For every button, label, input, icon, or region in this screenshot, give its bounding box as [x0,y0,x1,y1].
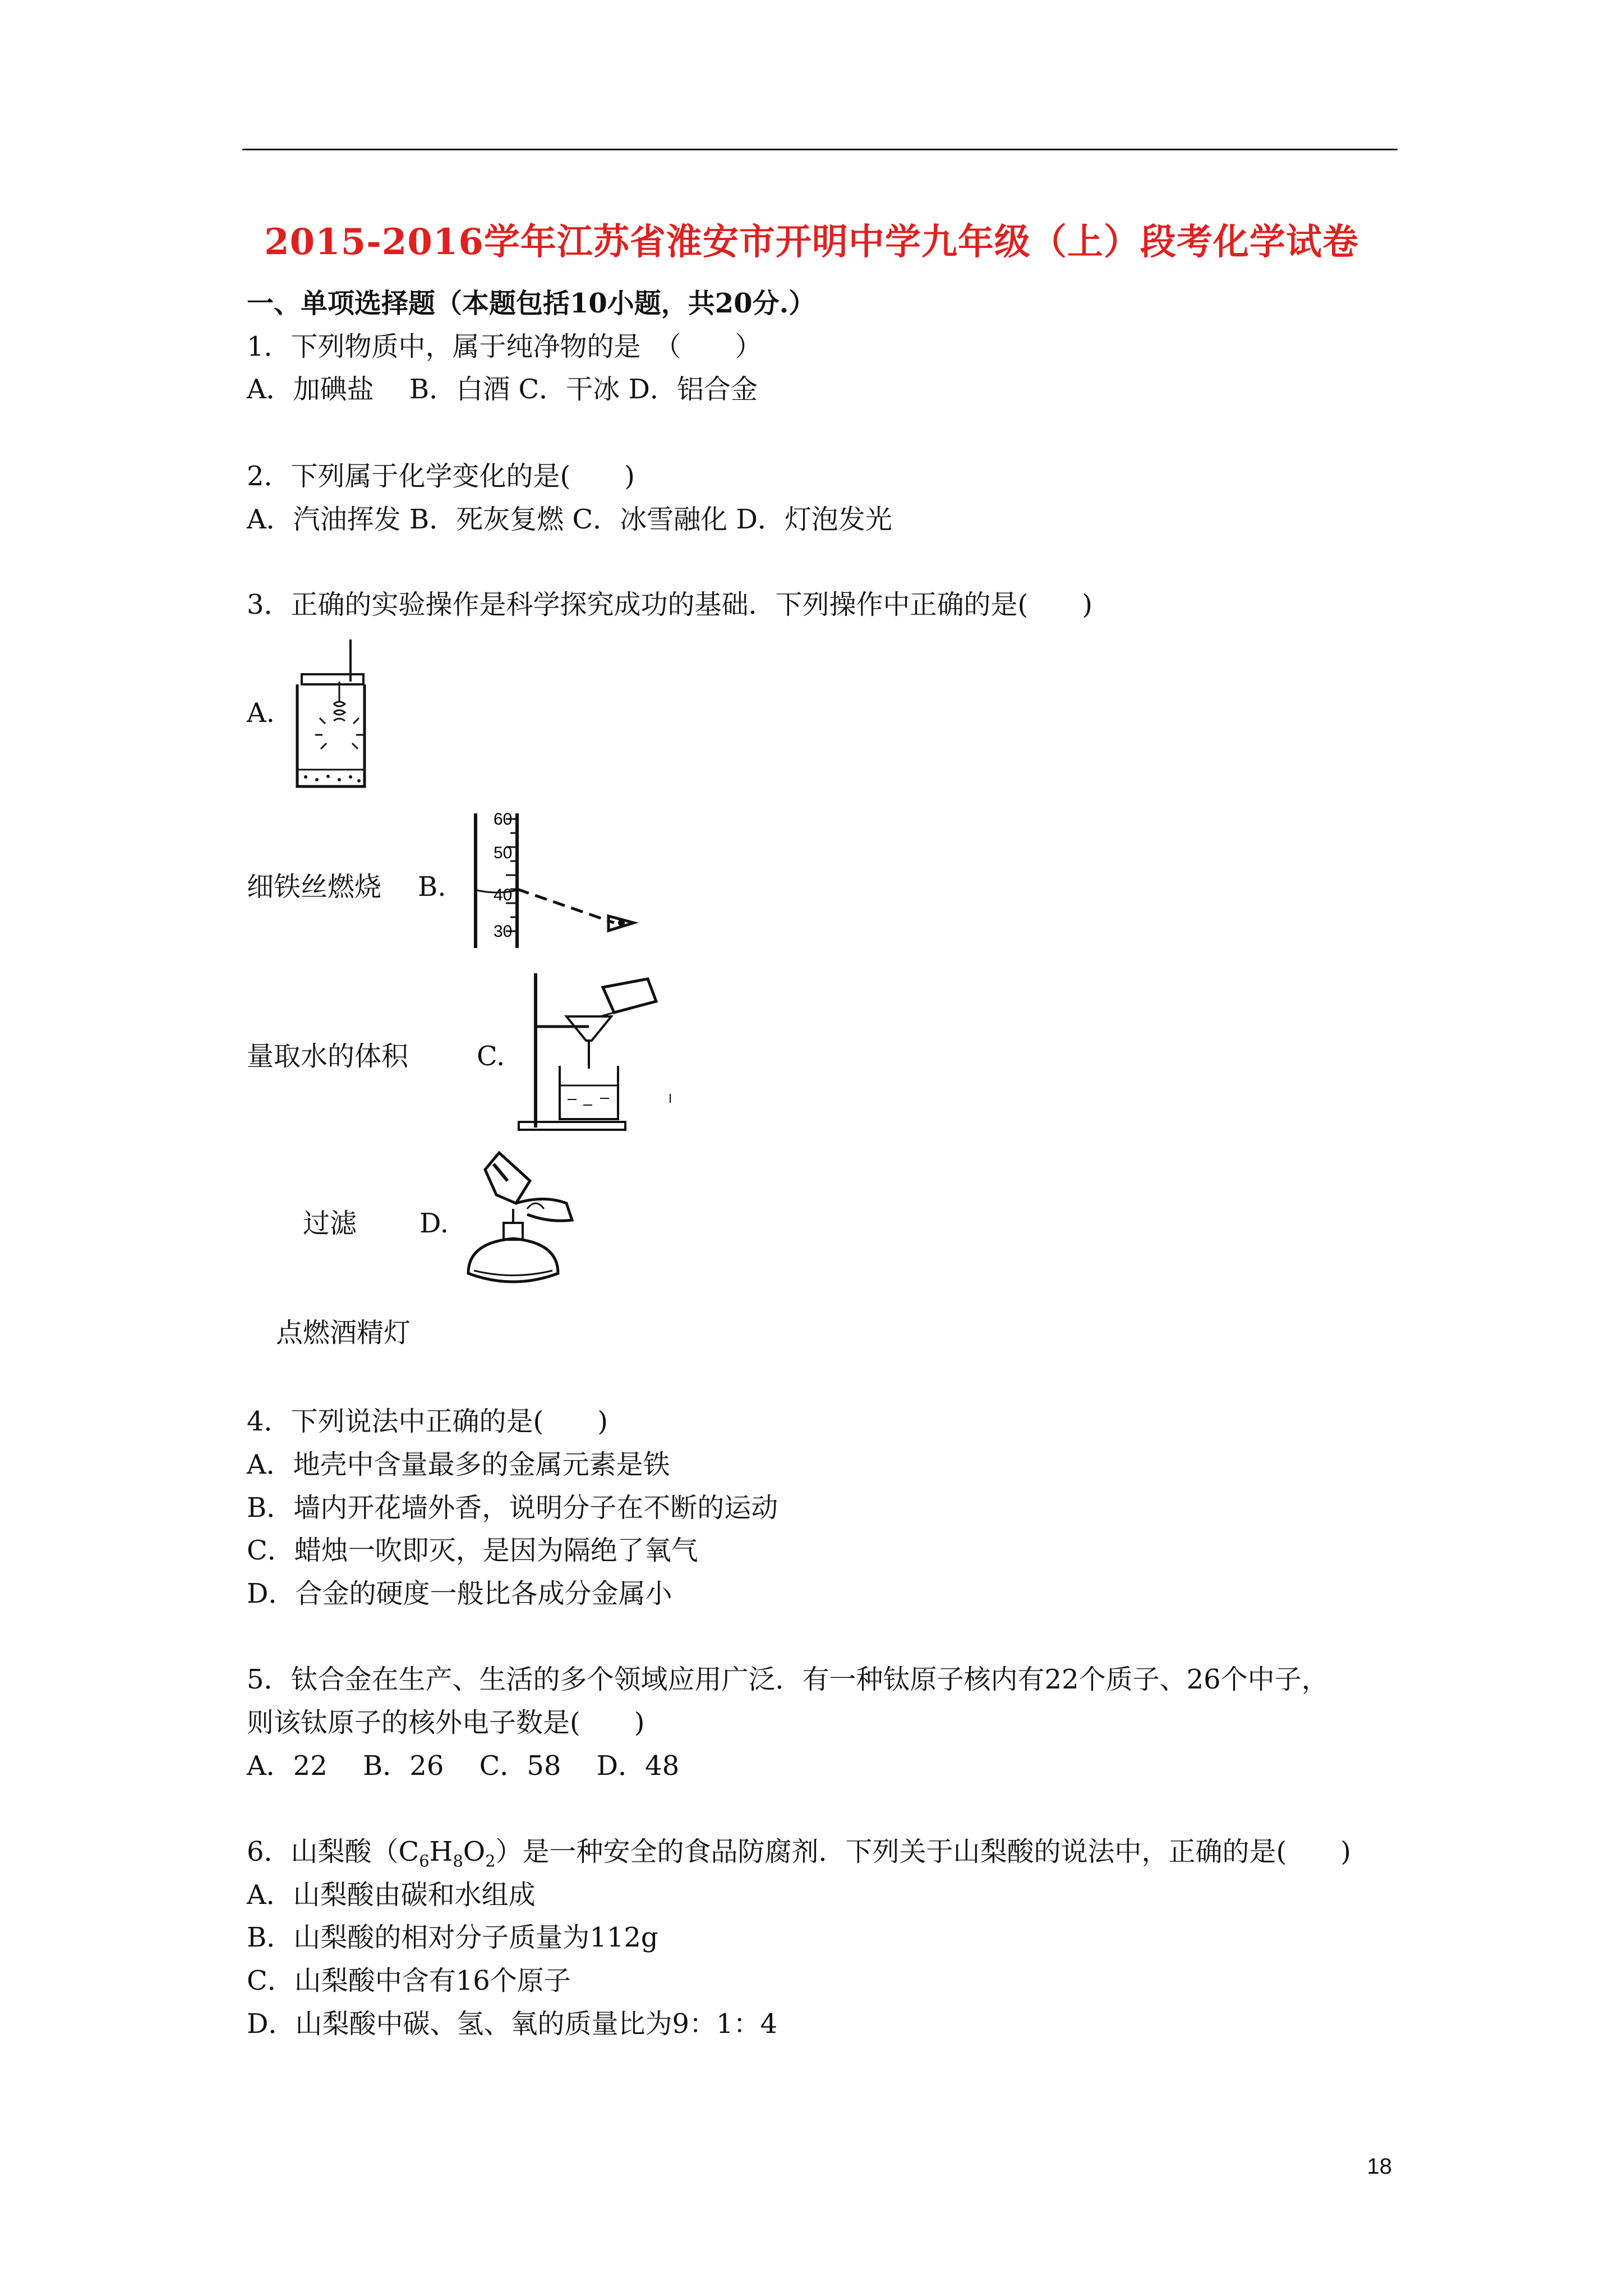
q3-option-a-label: A. [247,697,275,729]
q3-option-c-caption: 过滤 [303,1208,357,1239]
section-heading: 一、单项选择题（本题包括10小题，共20分.） [247,288,816,319]
q3-option-c-label: C. [477,1041,505,1072]
q3-option-a-caption: 细铁丝燃烧 [247,871,382,903]
q6-option-c: C．山梨酸中含有16个原子 [247,1965,571,1996]
q2-options: A．汽油挥发 B．死灰复燃 C．冰雪融化 D．灯泡发光 [247,504,892,535]
alcohol-lamp-lighting-figure [460,1150,578,1296]
q2-stem: 2．下列属于化学变化的是( ) [247,461,635,492]
page-number: 18 [1367,2154,1392,2179]
q4-stem: 4．下列说法中正确的是( ) [247,1406,608,1437]
q4-option-c: C．蜡烛一吹即灭，是因为隔绝了氧气 [247,1535,698,1566]
q6-option-d: D．山梨酸中碳、氢、氧的质量比为9：1：4 [247,2008,778,2040]
q3-option-b-label: B. [418,871,446,903]
header-rule [242,149,1398,150]
cylinder-tick-50: 50 [494,844,513,862]
q4-option-b: B．墙内开花墙外香，说明分子在不断的运动 [247,1492,778,1524]
iron-wire-burning-figure [280,639,376,791]
page-title: 2015-2016学年江苏省淮安市开明中学九年级（上）段考化学试卷 [264,221,1359,263]
graduated-cylinder-figure [471,811,639,951]
q4-option-d: D．合金的硬度一般比各成分金属小 [247,1578,672,1609]
filtration-figure [516,970,679,1133]
q5-stem-line1: 5．钛合金在生产、生活的多个领域应用广泛．有一种钛原子核内有22个质子、26个中子， [247,1664,1329,1695]
q5-stem-line2: 则该钛原子的核外电子数是( ) [247,1707,645,1738]
q3-option-b-caption: 量取水的体积 [247,1041,409,1072]
q4-option-a: A．地壳中含量最多的金属元素是铁 [247,1449,670,1480]
q6-stem: 6．山梨酸$(C_6H_8O_2)$是一种安全的食品防腐剂．下列关于山梨酸的说法中，正确的是( ) [247,1836,1351,1871]
q1-options: A．加碘盐 B．白酒 C．干冰 D．铝合金 [247,374,758,405]
q1-stem: 1．下列物质中，属于纯净物的是 （ ） [247,331,762,362]
q3-option-d-label: D. [419,1208,449,1239]
q6-option-b: B．山梨酸的相对分子质量为112g [247,1922,658,1953]
q3-option-d-caption: 点燃酒精灯 [276,1317,411,1349]
cylinder-tick-30: 30 [494,922,513,941]
q5-options: A．22 B．26 C．58 D．48 [247,1750,680,1782]
cylinder-tick-60: 60 [494,811,513,829]
cylinder-tick-40: 40 [494,886,513,904]
q6-option-a: A．山梨酸由碳和水组成 [247,1879,536,1911]
q3-stem: 3．正确的实验操作是科学探究成功的基础．下列操作中正确的是( ) [247,589,1092,620]
